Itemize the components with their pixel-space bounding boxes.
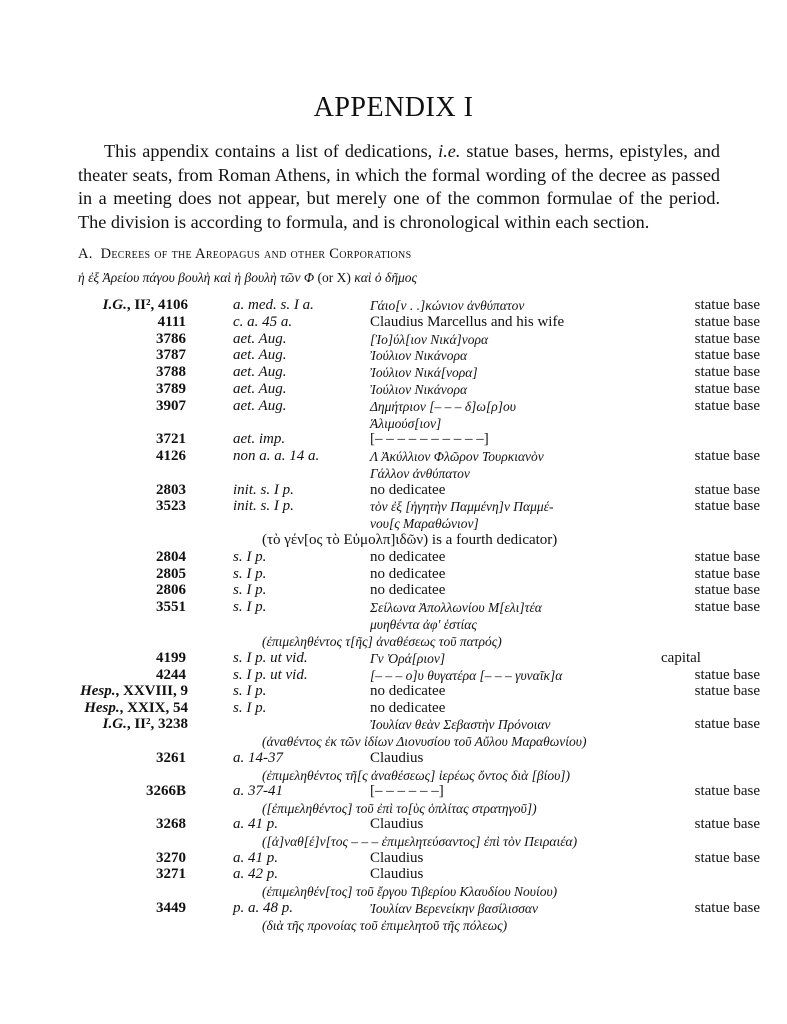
table-row — [0, 566, 787, 583]
section-heading — [78, 246, 411, 263]
table-row — [0, 650, 787, 667]
intro-ie: i.e. — [438, 141, 461, 161]
row-type: statue base — [694, 667, 760, 683]
row-type: statue base — [694, 816, 760, 832]
row-date: s. I p. — [233, 700, 267, 716]
row-date: non a. a. 14 a. — [233, 448, 320, 464]
row-note: ([ἀ]ναθ[έ]ν[τος – – – ἐπιμελητεύσαντος] ἐπὶ τὸν Πειραιέα) — [262, 834, 578, 849]
table-row — [0, 633, 787, 650]
formula-part3: καὶ ὁ δῆμος — [354, 270, 418, 285]
table-row — [0, 883, 787, 900]
row-dedicatee: Γάιο[ν . .]κώνιον ἀνθύπατον — [370, 298, 525, 313]
row-date: s. I p. — [233, 566, 267, 582]
row-dedicatee: Ἰούλιον Νικάνορα — [370, 382, 468, 397]
row-type: statue base — [694, 582, 760, 598]
row-reference: Hesp., XXIX, 54 — [84, 700, 188, 716]
row-dedicatee: no dedicatee — [370, 683, 446, 699]
row-reference: 3786 — [156, 331, 186, 347]
row-date: a. med. s. I a. — [233, 297, 314, 313]
row-dedicatee: [– – – – – – – – – –] — [370, 431, 489, 447]
row-date: s. I p. ut vid. — [233, 667, 308, 683]
row-reference: 4199 — [156, 650, 186, 666]
intro-paragraph — [78, 140, 720, 234]
row-type: statue base — [694, 850, 760, 866]
table-row — [0, 532, 787, 549]
table-row — [0, 900, 787, 917]
table-row — [0, 616, 787, 633]
row-reference: 3449 — [156, 900, 186, 916]
table-row — [0, 431, 787, 448]
row-type: statue base — [694, 482, 760, 498]
row-date: aet. imp. — [233, 431, 286, 447]
row-dedicatee: [– – – – – –] — [370, 783, 444, 799]
row-type: capital — [661, 650, 701, 666]
row-date: s. I p. — [233, 599, 267, 615]
row-note: (τὸ γέν[ος τὸ Εὐμολπ]ιδῶν) is a fourth dedicator) — [262, 532, 558, 548]
row-reference: 3266B — [145, 783, 186, 799]
row-dedicatee: Ἰούλιον Νικάνορα — [370, 348, 468, 363]
row-dedicatee: no dedicatee — [370, 566, 446, 582]
row-dedicatee: Δημήτριον [– – – δ]ω[ρ]ου — [370, 399, 516, 414]
row-reference: 3787 — [156, 347, 186, 363]
table-row — [0, 816, 787, 833]
row-type: statue base — [694, 331, 760, 347]
table-row — [0, 331, 787, 348]
table-row — [0, 833, 787, 850]
row-dedicatee: [– – – ο]υ θυγατέρα [– – – γυναῖκ]α — [370, 668, 563, 683]
row-type: statue base — [694, 381, 760, 397]
table-row — [0, 733, 787, 750]
row-reference: 3788 — [156, 364, 186, 380]
section-title: Decrees of the Areopagus and other Corporations — [100, 246, 412, 262]
row-reference: 3551 — [156, 599, 186, 615]
row-dedicatee: Claudius — [370, 750, 424, 766]
table-row — [0, 750, 787, 767]
row-dedicatee: Ἰουλίαν Βερενείκην βασίλισσαν — [370, 901, 538, 916]
table-row — [0, 549, 787, 566]
row-date: s. I p. — [233, 582, 267, 598]
intro-text-1: This appendix contains a list of dedications, — [104, 141, 439, 161]
row-dedicatee: Claudius — [370, 866, 424, 882]
row-dedicatee: no dedicatee — [370, 549, 446, 565]
row-dedicatee: Γν Ὀρά[ριον] — [370, 651, 446, 666]
row-dedicatee: τὸν ἐξ [ἡγητὴν Παμμένη]ν Παμμέ- — [370, 499, 554, 514]
table-row — [0, 448, 787, 465]
table-row — [0, 415, 787, 432]
row-date: a. 42 p. — [233, 866, 278, 882]
row-note: (ἐπιμεληθέν[τος] τοῦ ἔργου Τιβερίου Κλαυδίου Νουίου) — [262, 884, 558, 899]
row-note: ([ἐπιμεληθέντος] τοῦ ἐπὶ το[ὺς ὁπλίτας στρατηγοῦ]) — [262, 801, 537, 816]
row-dedicatee: Ἁλιμούσ[ιον] — [370, 416, 442, 431]
table-row — [0, 364, 787, 381]
row-reference: 2806 — [156, 582, 186, 598]
table-row — [0, 398, 787, 415]
row-note: (ἐπιμεληθέντος τ[ῆς] ἀναθέσεως τοῦ πατρός) — [262, 634, 502, 649]
row-reference: 4126 — [156, 448, 186, 464]
row-type: statue base — [694, 448, 760, 464]
row-type: statue base — [694, 314, 760, 330]
table-row — [0, 482, 787, 499]
row-date: p. a. 48 p. — [233, 900, 293, 916]
page-title: APPENDIX I — [313, 92, 474, 123]
row-type: statue base — [694, 347, 760, 363]
table-row — [0, 917, 787, 934]
table-row — [0, 314, 787, 331]
row-note: (ἐπιμεληθέντος τῆ[ς ἀναθέσεως] ἱερέως ὄντος διὰ [βίου]) — [262, 768, 571, 783]
row-date: aet. Aug. — [233, 331, 287, 347]
row-date: a. 37-41 — [233, 783, 283, 799]
formula-part2: (or X) — [317, 270, 351, 285]
row-date: s. I p. ut vid. — [233, 650, 308, 666]
row-type: statue base — [694, 364, 760, 380]
row-reference: I.G., II², 3238 — [102, 716, 188, 732]
row-note: (διὰ τῆς προνοίας τοῦ ἐπιμελητοῦ τῆς πόλεως) — [262, 918, 508, 933]
row-reference: 3523 — [156, 498, 186, 514]
row-type: statue base — [694, 716, 760, 732]
row-type: statue base — [694, 783, 760, 799]
row-reference: 3271 — [156, 866, 186, 882]
row-date: aet. Aug. — [233, 347, 287, 363]
table-row — [0, 866, 787, 883]
table-row — [0, 783, 787, 800]
row-dedicatee: [Ἰο]ύλ[ιον Νικά]νορα — [370, 332, 489, 347]
row-date: a. 41 p. — [233, 816, 278, 832]
row-dedicatee: Ἰούλιον Νικά[νορα] — [370, 365, 478, 380]
table-row — [0, 767, 787, 784]
row-date: aet. Aug. — [233, 381, 287, 397]
row-date: a. 41 p. — [233, 850, 278, 866]
row-reference: 3261 — [156, 750, 186, 766]
table-row — [0, 582, 787, 599]
row-dedicatee: Λ Ἀκύλλιον Φλῶρον Τουρκιανὸν — [370, 449, 544, 464]
table-row — [0, 700, 787, 717]
row-type: statue base — [694, 599, 760, 615]
row-dedicatee: Γάλλον ἀνθύπατον — [370, 466, 470, 481]
row-reference: 3721 — [156, 431, 186, 447]
row-note: (ἀναθέντος ἐκ τῶν ἰδίων Διονυσίου τοῦ Αὔλου Μαραθωνίου) — [262, 734, 587, 749]
table-row — [0, 850, 787, 867]
formula-line — [78, 270, 417, 286]
table-row — [0, 347, 787, 364]
row-date: init. s. I p. — [233, 498, 294, 514]
row-reference: 3270 — [156, 850, 186, 866]
table-row — [0, 716, 787, 733]
table-row — [0, 297, 787, 314]
row-reference: 2805 — [156, 566, 186, 582]
row-date: a. 14-37 — [233, 750, 283, 766]
table-row — [0, 381, 787, 398]
row-dedicatee: Σείλωνα Ἀπολλωνίου Μ[ελι]τέα — [370, 600, 542, 615]
row-reference: 2804 — [156, 549, 186, 565]
row-dedicatee: Claudius Marcellus and his wife — [370, 314, 565, 330]
row-dedicatee: νου[ς Μαραθώνιον] — [370, 516, 479, 531]
row-type: statue base — [694, 566, 760, 582]
row-date: aet. Aug. — [233, 398, 287, 414]
row-type: statue base — [694, 549, 760, 565]
row-reference: 3789 — [156, 381, 186, 397]
row-type: statue base — [694, 900, 760, 916]
row-type: statue base — [694, 683, 760, 699]
row-dedicatee: no dedicatee — [370, 582, 446, 598]
row-dedicatee: μυηθέντα ἀφ' ἑστίας — [370, 617, 477, 632]
table-row — [0, 515, 787, 532]
row-dedicatee: Claudius — [370, 850, 424, 866]
row-reference: I.G., II², 4106 — [102, 297, 188, 313]
row-date: s. I p. — [233, 683, 267, 699]
table-row — [0, 498, 787, 515]
row-dedicatee: Claudius — [370, 816, 424, 832]
row-reference: 3268 — [156, 816, 186, 832]
row-type: statue base — [694, 297, 760, 313]
row-type: statue base — [694, 498, 760, 514]
row-reference: 2803 — [156, 482, 186, 498]
row-reference: 4111 — [157, 314, 186, 330]
row-date: aet. Aug. — [233, 364, 287, 380]
row-date: init. s. I p. — [233, 482, 294, 498]
table-row — [0, 667, 787, 684]
table-row — [0, 800, 787, 817]
table-row — [0, 465, 787, 482]
intro-text-2: statue bases, herms, epistyles, and theater seats, from Roman Athens, in which the formal wording of the decree as passed in a meeting does not appear, but merely one of the common formulae of the period. The division is according to formula, and is chronological within each section. — [78, 141, 720, 232]
row-date: s. I p. — [233, 549, 267, 565]
row-reference: Hesp., XXVIII, 9 — [80, 683, 188, 699]
row-type: statue base — [694, 398, 760, 414]
formula-part1: ἡ ἐξ Ἀρείου πάγου βουλὴ καὶ ἡ βουλὴ τῶν Φ — [78, 270, 315, 285]
table-row — [0, 683, 787, 700]
row-dedicatee: no dedicatee — [370, 700, 446, 716]
row-date: c. a. 45 a. — [233, 314, 293, 330]
section-letter: A. — [78, 246, 93, 262]
table-row — [0, 599, 787, 616]
row-dedicatee: Ἰουλίαν θεὰν Σεβαστὴν Πρόνοιαν — [370, 717, 551, 732]
row-reference: 4244 — [156, 667, 186, 683]
row-dedicatee: no dedicatee — [370, 482, 446, 498]
row-reference: 3907 — [156, 398, 186, 414]
